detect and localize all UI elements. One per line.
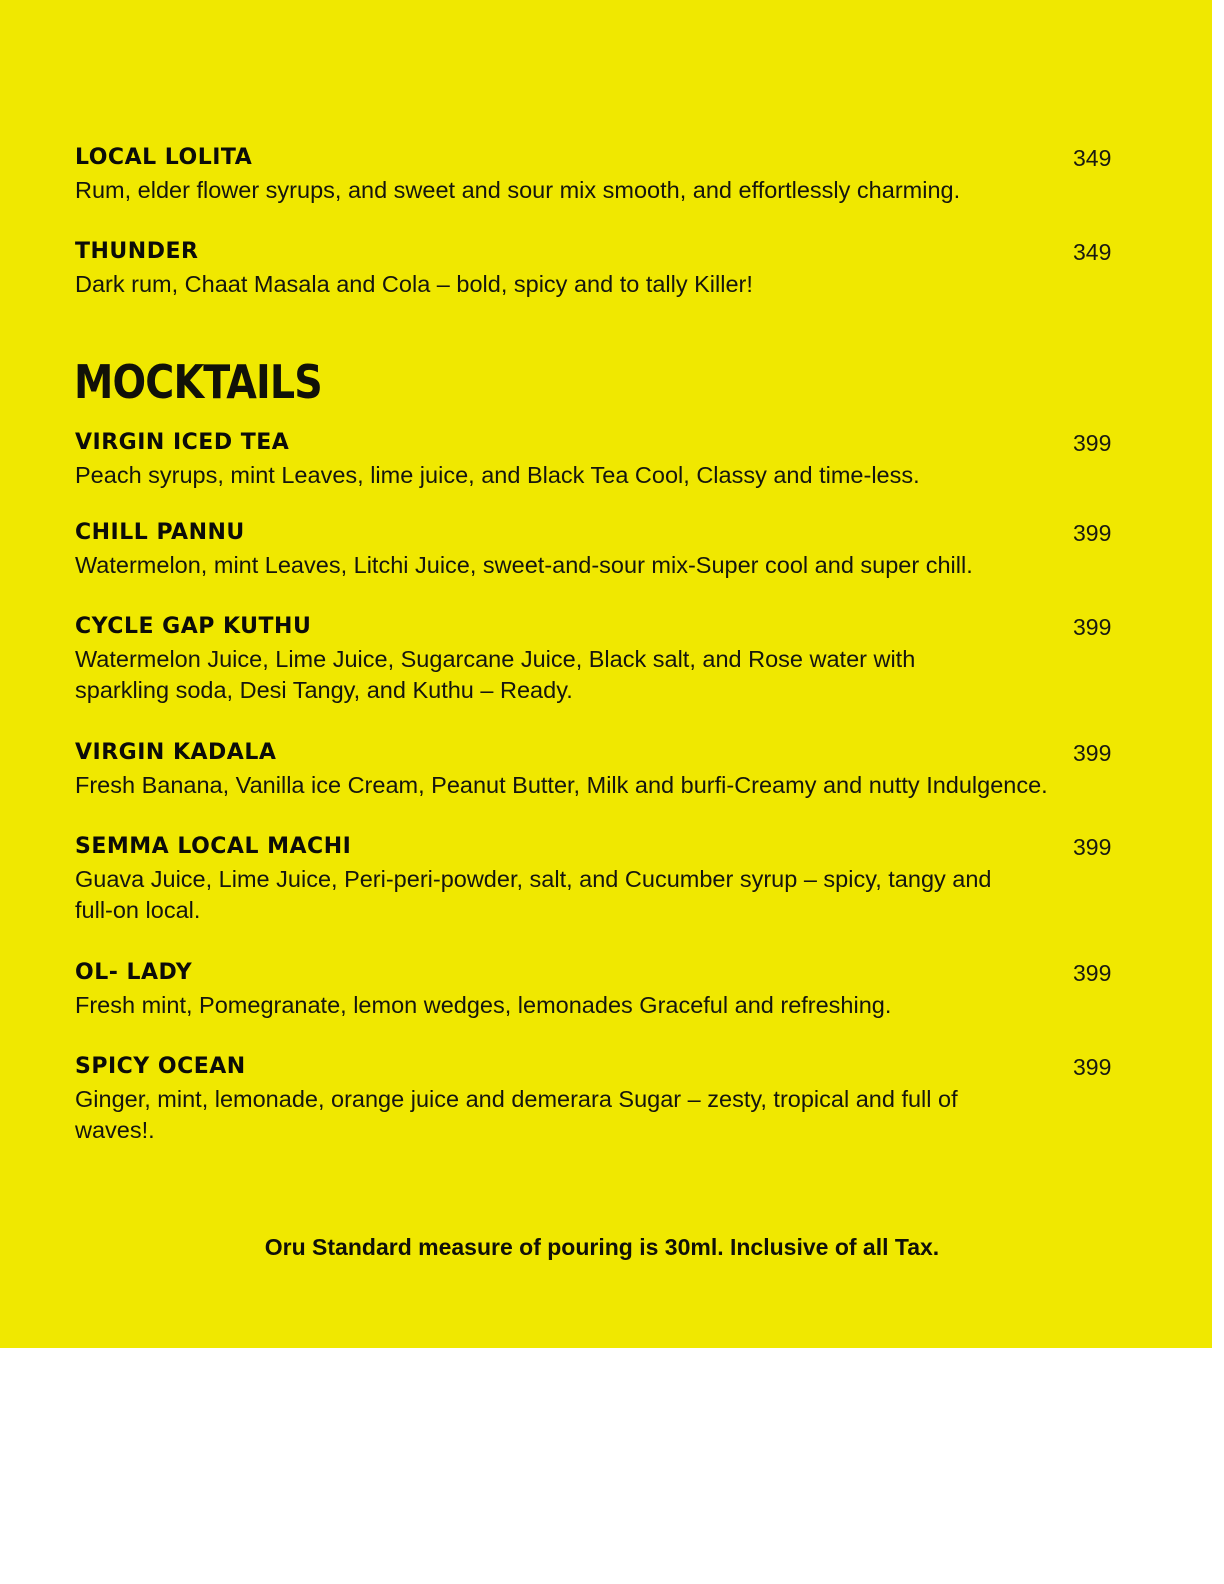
menu-item-virgin-kadala [75,738,1135,801]
item-name: SEMMA LOCAL MACHI [75,834,352,859]
item-name: SPICY OCEAN [75,1054,246,1079]
item-description: Fresh mint, Pomegranate, lemon wedges, lemonades Graceful and refreshing. [75,992,892,1018]
item-price: 349 [1073,239,1112,265]
item-name: CHILL PANNU [75,520,245,545]
item-name: THUNDER [75,239,199,264]
item-description: Guava Juice, Lime Juice, Peri-peri-powder, salt, and Cucumber syrup – spicy, tangy and full-on local. [75,866,992,923]
item-description: Watermelon Juice, Lime Juice, Sugarcane Juice, Black salt, and Rose water with sparkling soda, Desi Tangy, and Kuthu – Ready. [75,646,916,703]
item-description: Watermelon, mint Leaves, Litchi Juice, sweet-and-sour mix-Super cool and super chill. [75,552,973,578]
item-name: CYCLE GAP KUTHU [75,614,312,639]
item-price: 399 [1073,740,1112,766]
item-price: 399 [1073,960,1112,986]
item-description: Fresh Banana, Vanilla ice Cream, Peanut Butter, Milk and burfi-Creamy and nutty Indulgence. [75,772,1048,798]
menu-item-chill-pannu [75,518,1135,581]
item-name: VIRGIN KADALA [75,740,277,765]
item-price: 399 [1073,834,1112,860]
item-price: 399 [1073,1054,1112,1080]
section-title-mocktails: MOCKTAILS [74,355,322,409]
menu-item-thunder [75,237,1135,300]
footer-note: Oru Standard measure of pouring is 30ml. Inclusive of all Tax. [264,1234,940,1260]
item-description: Ginger, mint, lemonade, orange juice and demerara Sugar – zesty, tropical and full of waves!. [75,1086,958,1143]
item-name: OL- LADY [75,960,193,985]
item-description: Peach syrups, mint Leaves, lime juice, and Black Tea Cool, Classy and time-less. [75,462,920,488]
item-name: LOCAL LOLITA [75,145,253,170]
item-description: Dark rum, Chaat Masala and Cola – bold, spicy and to tally Killer! [75,271,753,297]
item-name: VIRGIN ICED TEA [75,430,290,455]
item-price: 399 [1073,520,1112,546]
item-price: 399 [1073,614,1112,640]
menu-item-virgin-iced-tea [75,428,1135,491]
menu-item-semma-local-machi [75,832,1135,926]
item-price: 349 [1073,145,1112,171]
item-price: 399 [1073,430,1112,456]
menu-item-ol-lady [75,958,1135,1021]
menu-item-spicy-ocean [75,1052,1135,1146]
menu-item-local-lolita [75,143,1135,206]
menu-item-cycle-gap-kuthu [75,612,1135,706]
item-description: Rum, elder flower syrups, and sweet and sour mix smooth, and effortlessly charming. [75,177,961,203]
